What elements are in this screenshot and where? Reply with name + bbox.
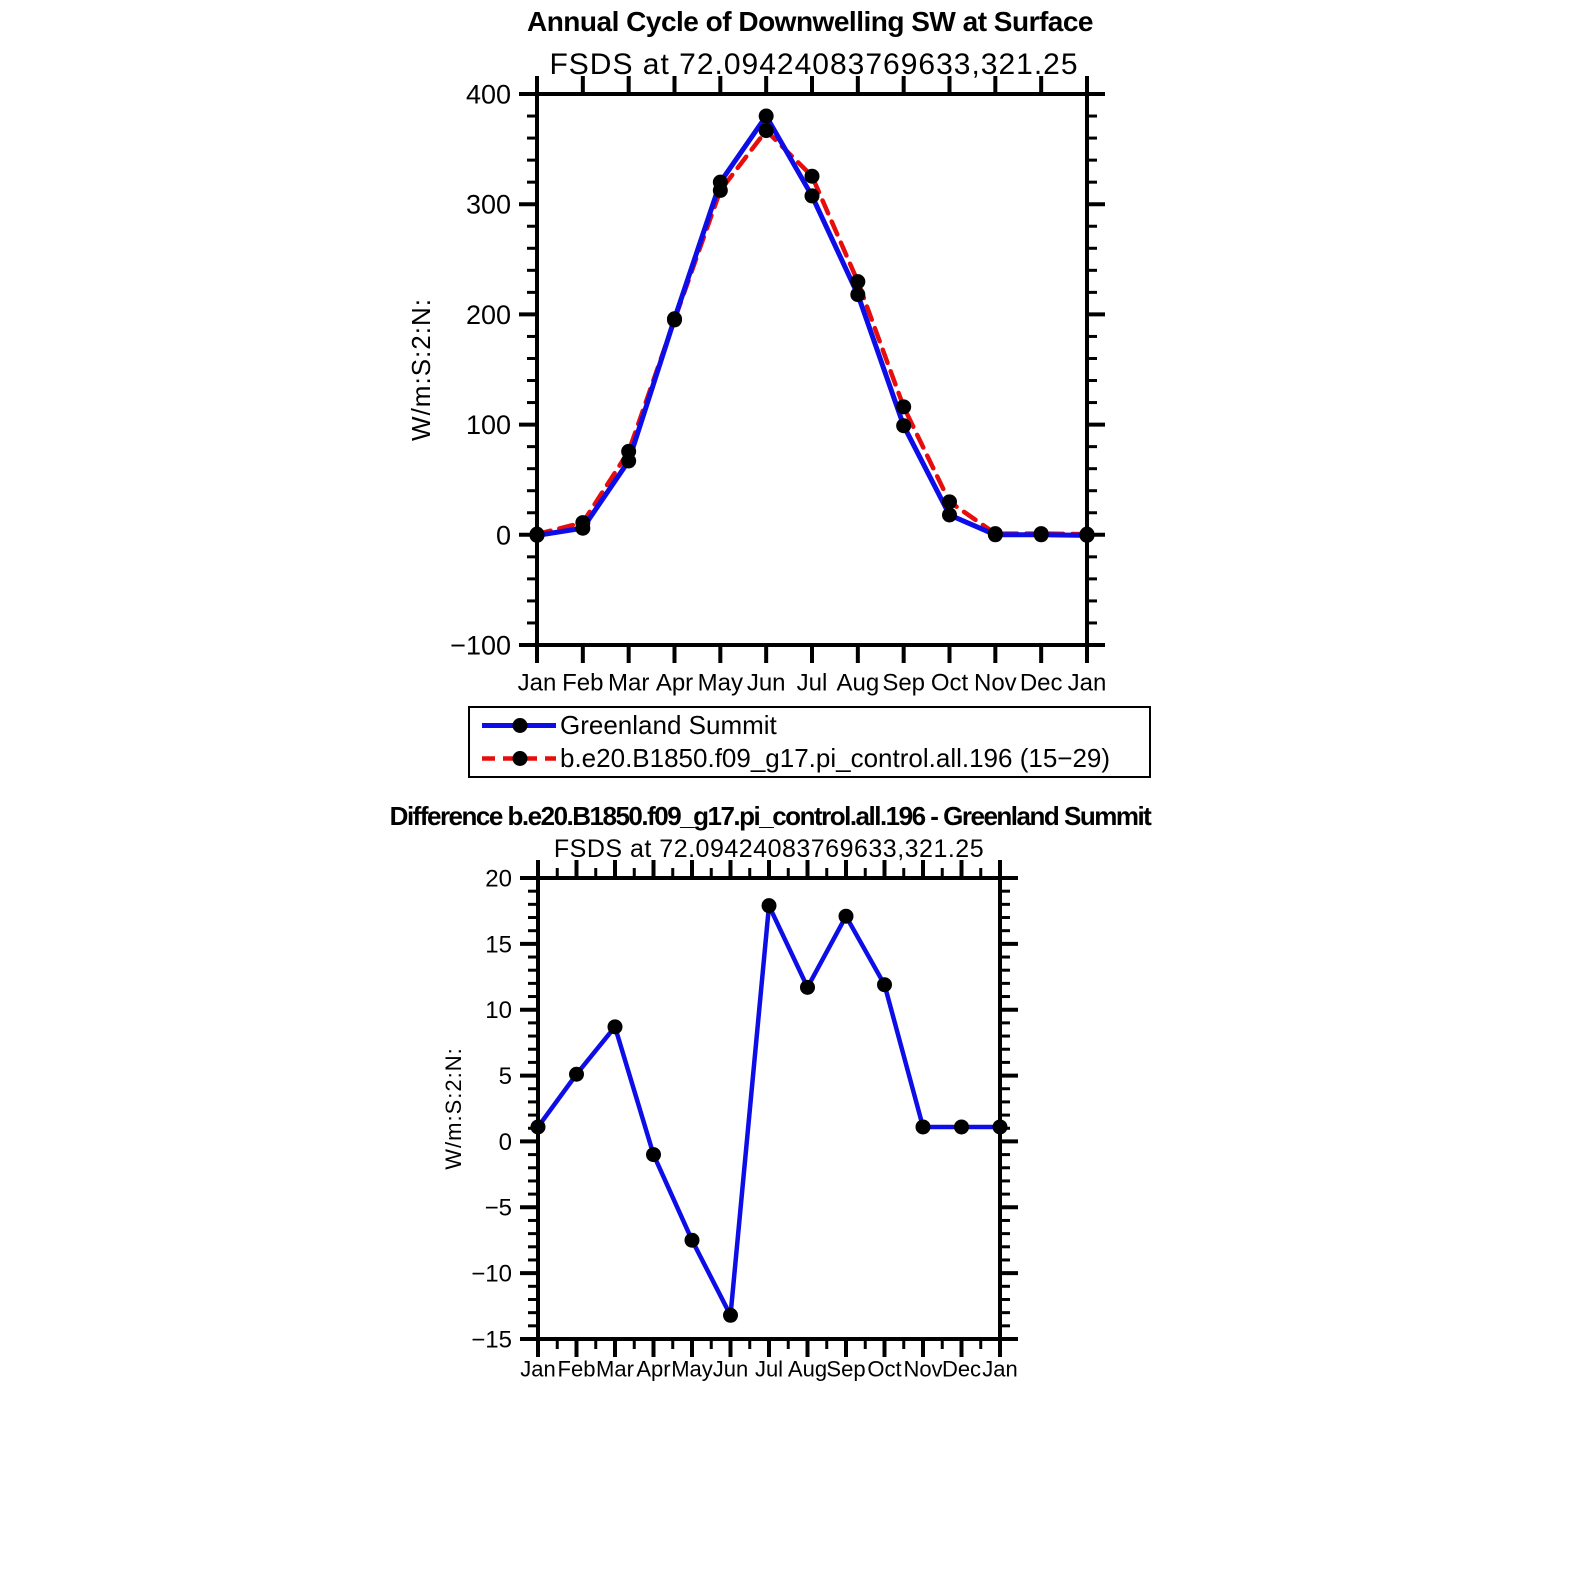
data-point-marker bbox=[723, 1308, 738, 1323]
y-axis-tick-label: 0 bbox=[495, 520, 511, 551]
data-point-marker bbox=[575, 515, 590, 530]
y-axis-title: W/m:S:2:N: bbox=[406, 298, 436, 441]
x-axis-month-label: Apr bbox=[655, 669, 694, 697]
difference-chart-subtitle: FSDS at 72.09424083769633,321.25 bbox=[553, 835, 985, 863]
x-axis-month-label: Nov bbox=[903, 1356, 943, 1382]
data-point-marker bbox=[942, 507, 957, 522]
legend-label: Greenland Summit bbox=[560, 710, 777, 740]
data-point-marker bbox=[916, 1119, 931, 1134]
y-axis-tick-label: 5 bbox=[498, 1062, 512, 1090]
data-point-marker bbox=[759, 123, 774, 138]
data-point-marker bbox=[896, 399, 911, 414]
data-point-marker bbox=[850, 287, 865, 302]
plot-frame bbox=[538, 878, 1000, 1339]
x-axis-month-label: Feb bbox=[557, 1356, 596, 1382]
x-axis-month-label: Jan bbox=[982, 1356, 1018, 1382]
y-axis-tick-label: 0 bbox=[498, 1128, 512, 1156]
x-axis-month-label: Nov bbox=[973, 669, 1017, 697]
data-point-marker bbox=[530, 527, 545, 542]
data-point-marker bbox=[762, 898, 777, 913]
y-axis-tick-label: 10 bbox=[485, 997, 512, 1025]
data-point-marker bbox=[646, 1147, 661, 1162]
data-point-marker bbox=[896, 418, 911, 433]
x-axis-month-label: Jul bbox=[796, 669, 828, 697]
data-point-marker bbox=[667, 312, 682, 327]
data-point-marker bbox=[877, 977, 892, 992]
data-point-marker bbox=[988, 526, 1003, 541]
legend-label: b.e20.B1850.f09_g17.pi_control.all.196 (15−29) bbox=[560, 743, 1111, 773]
legend bbox=[468, 706, 1151, 778]
x-axis-month-label: Sep bbox=[882, 669, 926, 697]
y-axis-tick-label: −100 bbox=[450, 630, 511, 661]
y-axis-tick-label: 400 bbox=[465, 79, 511, 110]
x-axis-month-label: Jan bbox=[520, 1356, 556, 1382]
y-axis-tick-label: 200 bbox=[465, 299, 511, 330]
top-chart-subtitle: FSDS at 72.09424083769633,321.25 bbox=[549, 48, 1079, 81]
data-point-marker bbox=[839, 909, 854, 924]
x-axis-month-label: Jan bbox=[1067, 669, 1107, 697]
x-axis-month-label: Aug bbox=[787, 1356, 828, 1382]
x-axis-month-label: Feb bbox=[562, 669, 604, 697]
data-point-marker-icon bbox=[513, 718, 528, 733]
x-axis-month-label: Mar bbox=[596, 1356, 634, 1382]
x-axis-month-label: May bbox=[697, 669, 744, 697]
data-point-marker bbox=[759, 109, 774, 124]
x-axis-month-label: Dec bbox=[941, 1356, 982, 1382]
legend-line-sample-dashed bbox=[478, 748, 558, 769]
x-axis-month-label: Sep bbox=[826, 1356, 866, 1382]
series-line bbox=[538, 906, 1000, 1316]
x-axis-month-label: Jan bbox=[517, 669, 557, 697]
y-axis-tick-label: −5 bbox=[484, 1194, 512, 1222]
data-point-marker bbox=[621, 444, 636, 459]
x-axis-month-label: Aug bbox=[836, 669, 880, 697]
data-point-marker bbox=[954, 1119, 969, 1134]
x-axis-month-label: Apr bbox=[636, 1356, 671, 1382]
top-chart-title: Annual Cycle of Downwelling SW at Surface bbox=[526, 6, 1094, 37]
legend-item-greenland-summit bbox=[470, 709, 1149, 742]
data-point-marker bbox=[993, 1119, 1008, 1134]
x-axis-month-label: Oct bbox=[930, 669, 969, 697]
data-point-marker bbox=[800, 980, 815, 995]
x-axis-month-label: Jun bbox=[712, 1356, 749, 1382]
y-axis-tick-label: −10 bbox=[471, 1260, 512, 1288]
x-axis-month-label: Mar bbox=[607, 669, 650, 697]
y-axis-tick-label: 300 bbox=[465, 189, 511, 220]
y-axis-title: W/m:S:2:N: bbox=[441, 1047, 466, 1170]
data-point-marker bbox=[805, 169, 820, 184]
x-axis-month-label: Dec bbox=[1019, 669, 1063, 697]
data-point-marker bbox=[850, 274, 865, 289]
legend-line-sample-solid bbox=[478, 715, 558, 736]
legend-item-model-control bbox=[470, 742, 1149, 775]
y-axis-tick-label: −15 bbox=[471, 1326, 512, 1354]
y-axis-tick-label: 20 bbox=[485, 865, 512, 893]
data-point-marker bbox=[942, 494, 957, 509]
data-point-marker bbox=[713, 183, 728, 198]
x-axis-month-label: Oct bbox=[867, 1356, 902, 1382]
data-point-marker-icon bbox=[513, 751, 528, 766]
x-axis-month-label: Jul bbox=[754, 1356, 784, 1382]
y-axis-tick-label: 15 bbox=[485, 931, 512, 959]
data-point-marker bbox=[1034, 526, 1049, 541]
difference-chart-title: Difference b.e20.B1850.f09_g17.pi_control.all.196 - Greenland Summit bbox=[389, 801, 1151, 831]
data-point-marker bbox=[1080, 527, 1095, 542]
data-point-marker bbox=[685, 1233, 700, 1248]
data-point-marker bbox=[531, 1119, 546, 1134]
y-axis-tick-label: 100 bbox=[465, 410, 511, 441]
x-axis-month-label: Jun bbox=[746, 669, 786, 697]
data-point-marker bbox=[569, 1067, 584, 1082]
data-point-marker bbox=[805, 188, 820, 203]
data-point-marker bbox=[608, 1019, 623, 1034]
x-axis-month-label: May bbox=[671, 1356, 713, 1382]
